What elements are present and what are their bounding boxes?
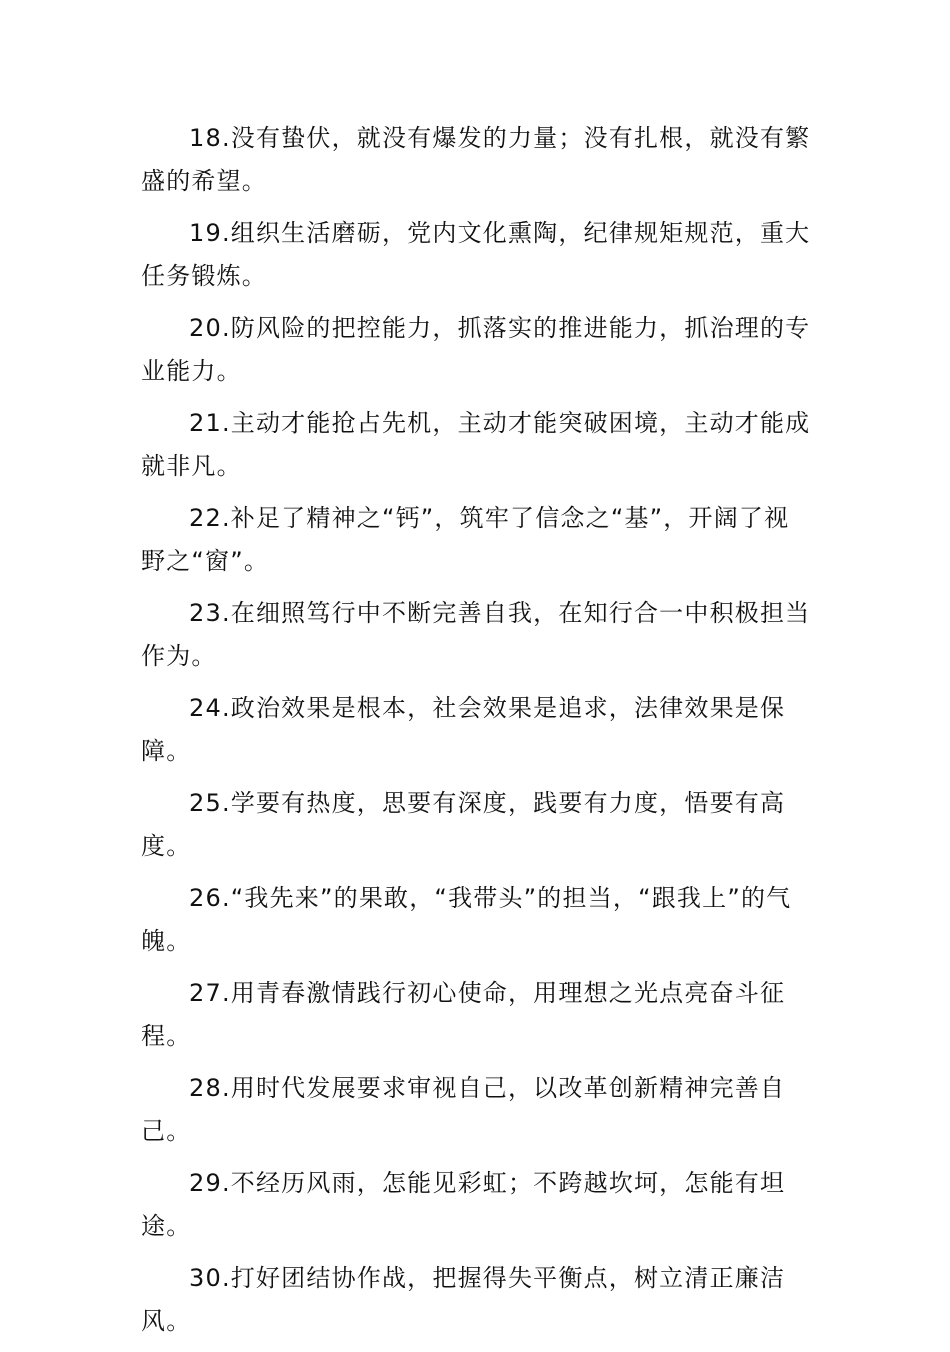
paragraph-22: 22.补足了精神之“钙”，筑牢了信念之“基”，开阔了视野之“窗”。 [141,504,790,575]
paragraph-28: 28.用时代发展要求审视自己，以改革创新精神完善自己。 [141,1074,786,1145]
paragraph-30: 30.打好团结协作战，把握得失平衡点，树立清正廉洁风。 [141,1264,786,1335]
paragraph-19: 19.组织生活磨砺，党内文化熏陶，纪律规矩规范，重大任务锻炼。 [141,219,811,290]
paragraph-29: 29.不经历风雨，怎能见彩虹；不跨越坎坷，怎能有坦途。 [141,1169,786,1240]
document-body [141,117,813,1352]
paragraph-26: 26.“我先来”的果敢，“我带头”的担当，“跟我上”的气魄。 [141,884,792,955]
paragraph-24: 24.政治效果是根本，社会效果是追求，法律效果是保障。 [141,694,786,765]
paragraph-21: 21.主动才能抢占先机，主动才能突破困境，主动才能成就非凡。 [141,409,811,480]
paragraph-18: 18.没有蛰伏，就没有爆发的力量；没有扎根，就没有繁盛的希望。 [141,124,811,195]
paragraph-20: 20.防风险的把控能力，抓落实的推进能力，抓治理的专业能力。 [141,314,811,385]
paragraph-25: 25.学要有热度，思要有深度，践要有力度，悟要有高度。 [141,789,786,860]
paragraph-27: 27.用青春激情践行初心使命，用理想之光点亮奋斗征程。 [141,979,786,1050]
paragraph-23: 23.在细照笃行中不断完善自我，在知行合一中积极担当作为。 [141,599,811,670]
